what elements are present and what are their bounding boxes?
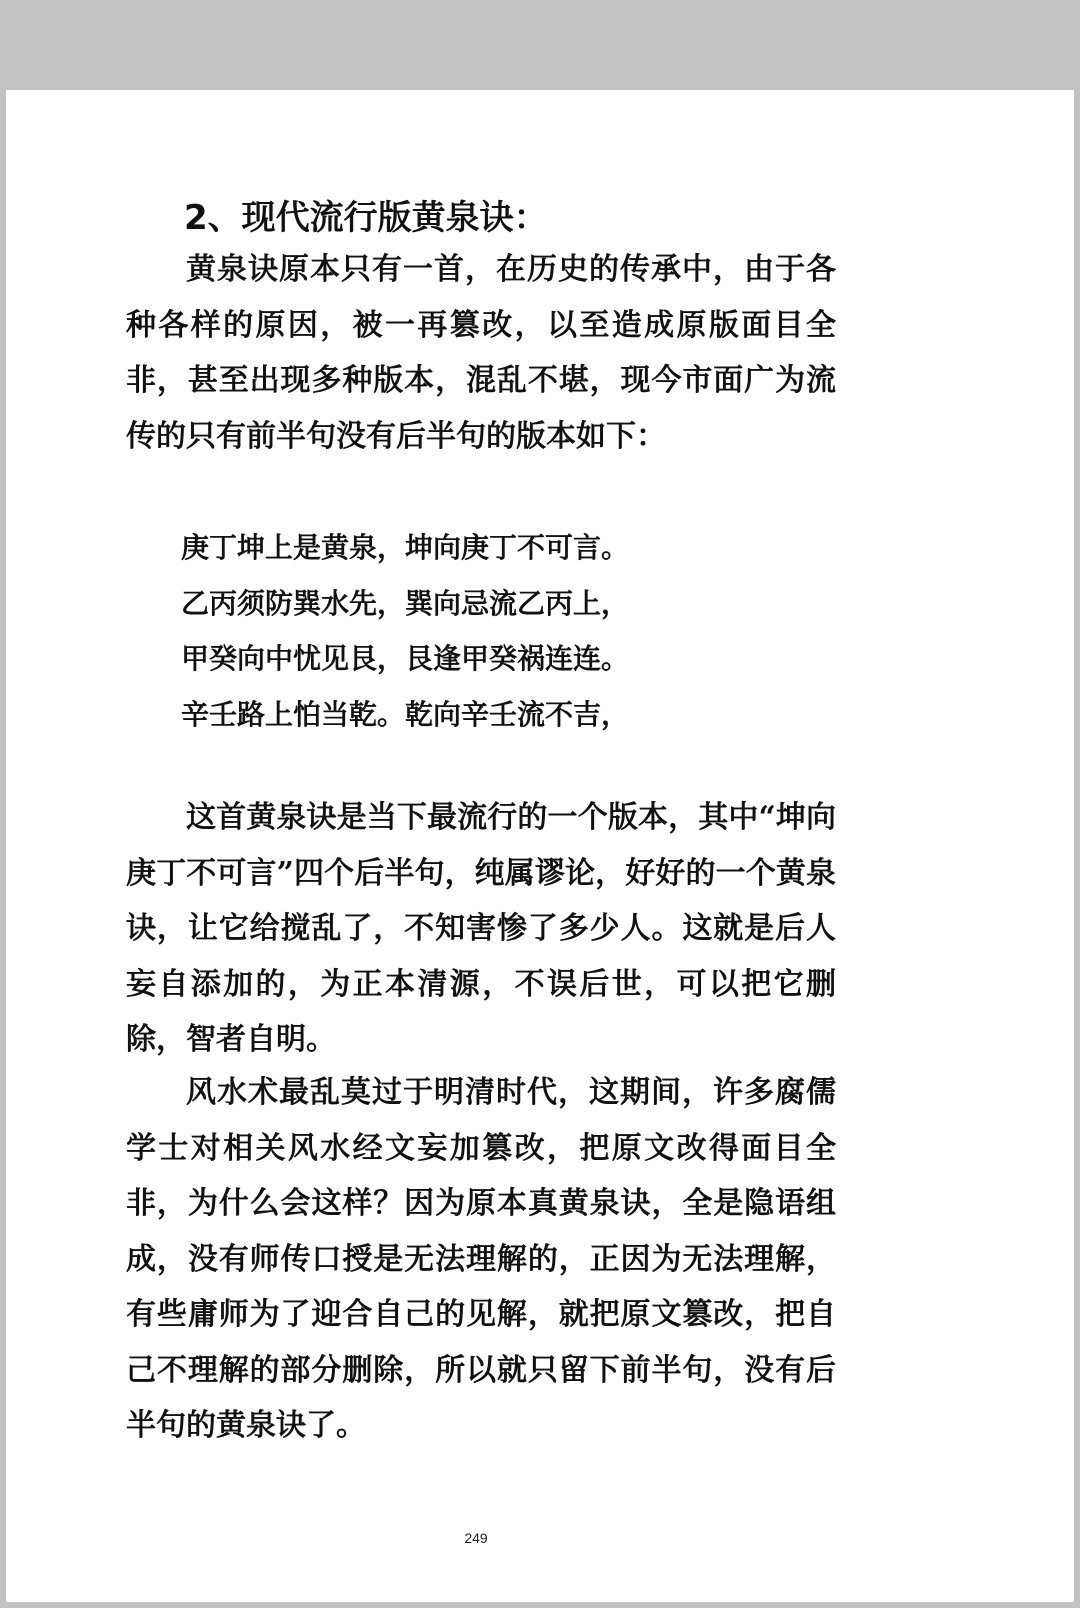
poem-line-2: 乙丙须防巽水先，巽向忌流乙丙上， — [181, 586, 630, 620]
paragraph-history: 风水术最乱莫过于明清时代，这期间，许多腐儒学士对相关风水经文妄加篡改，把原文改得面目全非，为什么会这样？因为原本真黄泉诀，全是隐语组成，没有师传口授是无法理解的，正因为无法理解，有些庸师为了迎合自己的见解，就把原文篡改，把自己不理解的部分删除，所以就只留下前半句，没有后半句的黄泉诀了。 — [126, 1075, 836, 1443]
poem-line-3: 甲癸向中忧见艮，艮逢甲癸祸连连。 — [181, 642, 630, 675]
poem-block — [181, 520, 629, 742]
poem-line-4: 辛壬路上怕当乾。乾向辛壬流不吉， — [181, 697, 630, 731]
poem-line-1: 庚丁坤上是黄泉，坤向庚丁不可言。 — [181, 531, 630, 564]
section-heading: 2、现代流行版黄泉诀： — [184, 198, 548, 238]
document-page — [6, 90, 1074, 1602]
paragraph-commentary: 这首黄泉诀是当下最流行的一个版本，其中“坤向庚丁不可言”四个后半句，纯属谬论，好好的一个黄泉诀，让它给搅乱了，不知害惨了多少人。这就是后人妄自添加的，为正本清源，不误后世，可以把它删除，智者自明。 — [126, 800, 836, 1057]
page-number: 249 — [464, 1530, 488, 1546]
paragraph-intro: 黄泉诀原本只有一首，在历史的传承中，由于各种各样的原因，被一再篡改，以至造成原版面目全非，甚至出现多种版本，混乱不堪，现今市面广为流传的只有前半句没有后半句的版本如下： — [126, 252, 836, 454]
